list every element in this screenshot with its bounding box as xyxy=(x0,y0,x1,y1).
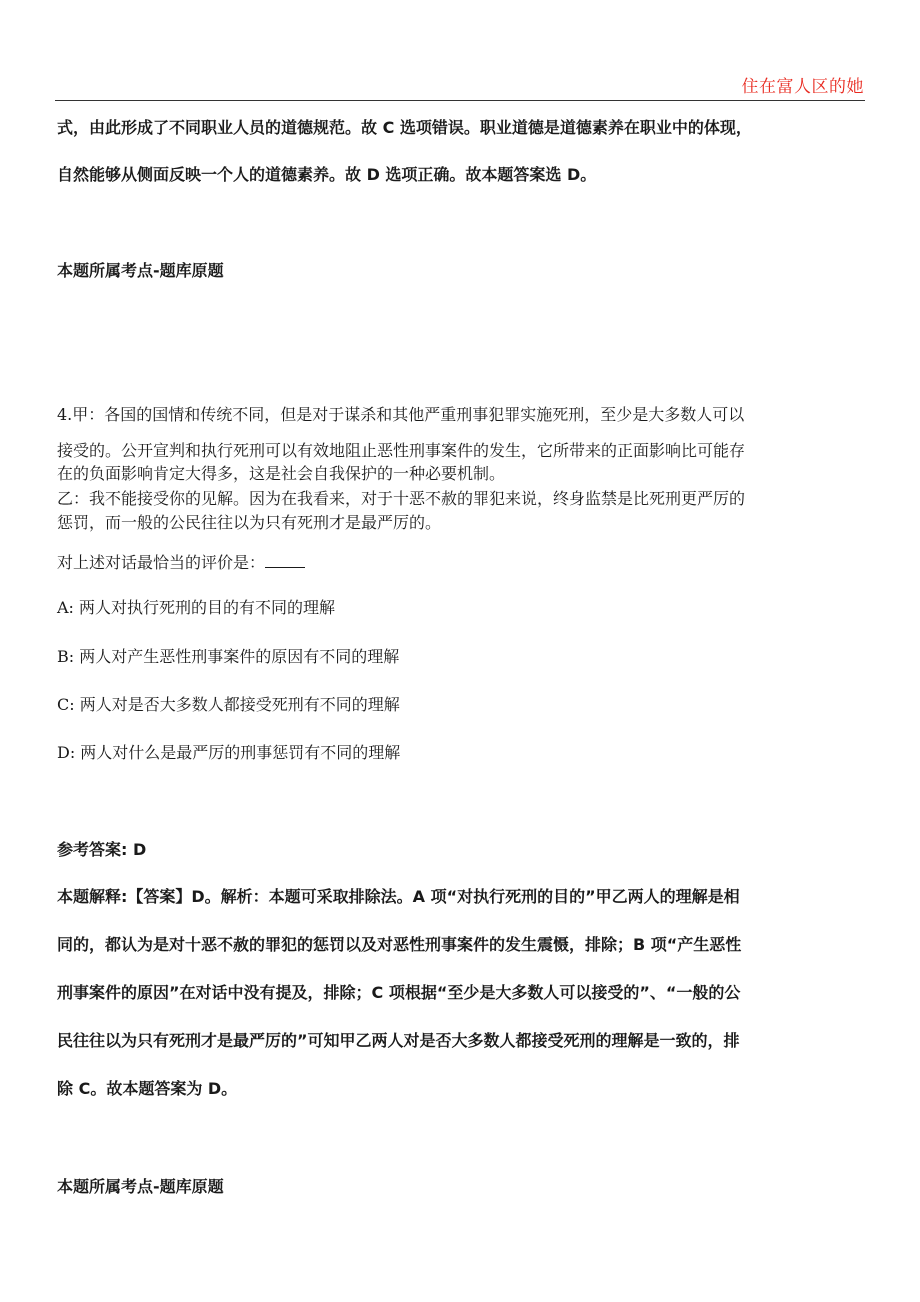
header-brand: 住在富人区的她 xyxy=(741,77,864,97)
question-prompt xyxy=(57,553,305,573)
question-stem-line: 乙：我不能接受你的见解。因为在我看来，对于十恶不赦的罪犯来说，终身监禁是比死刑更严厉的 xyxy=(57,489,746,508)
question-stem-line: 4.甲：各国的国情和传统不同，但是对于谋杀和其他严重刑事犯罪实施死刑，至少是大多数人可以 xyxy=(57,405,745,424)
explanation-line: 除 C。故本题答案为 D。 xyxy=(57,1079,238,1098)
explanation-line: 本题解释:【答案】D。解析：本题可采取排除法。A 项“对执行死刑的目的”甲乙两人的理解是相 xyxy=(57,887,740,906)
prev-explanation-line: 式，由此形成了不同职业人员的道德规范。故 C 选项错误。职业道德是道德素养在职业中的体现， xyxy=(57,118,752,137)
reference-answer: 参考答案: D xyxy=(57,840,147,859)
explanation-line: 刑事案件的原因”在对话中没有提及，排除；C 项根据“至少是大多数人可以接受的”、“一般的公 xyxy=(57,983,741,1002)
question-stem-line: 在的负面影响肯定大得多，这是社会自我保护的一种必要机制。 xyxy=(57,464,506,483)
option-a: A: 两人对执行死刑的目的有不同的理解 xyxy=(57,598,336,617)
prev-topic-tag: 本题所属考点-题库原题 xyxy=(57,261,224,280)
answer-blank xyxy=(265,553,305,568)
question-prompt-text: 对上述对话最恰当的评价是： xyxy=(57,553,266,572)
header-divider xyxy=(55,100,865,101)
question-stem-line: 接受的。公开宣判和执行死刑可以有效地阻止恶性刑事案件的发生，它所带来的正面影响比可能存 xyxy=(57,441,746,460)
option-d: D: 两人对什么是最严厉的刑事惩罚有不同的理解 xyxy=(57,743,401,762)
topic-tag: 本题所属考点-题库原题 xyxy=(57,1177,224,1196)
explanation-line: 民往往以为只有死刑才是最严厉的”可知甲乙两人对是否大多数人都接受死刑的理解是一致的，排 xyxy=(57,1031,740,1050)
explanation-line: 同的，都认为是对十恶不赦的罪犯的惩罚以及对恶性刑事案件的发生震慑，排除；B 项“产生恶性 xyxy=(57,935,742,954)
option-b: B: 两人对产生恶性刑事案件的原因有不同的理解 xyxy=(57,647,400,666)
question-stem-line: 惩罚，而一般的公民往往以为只有死刑才是最严厉的。 xyxy=(57,513,442,532)
prev-explanation-line: 自然能够从侧面反映一个人的道德素养。故 D 选项正确。故本题答案选 D。 xyxy=(57,165,597,184)
option-c: C: 两人对是否大多数人都接受死刑有不同的理解 xyxy=(57,695,400,714)
